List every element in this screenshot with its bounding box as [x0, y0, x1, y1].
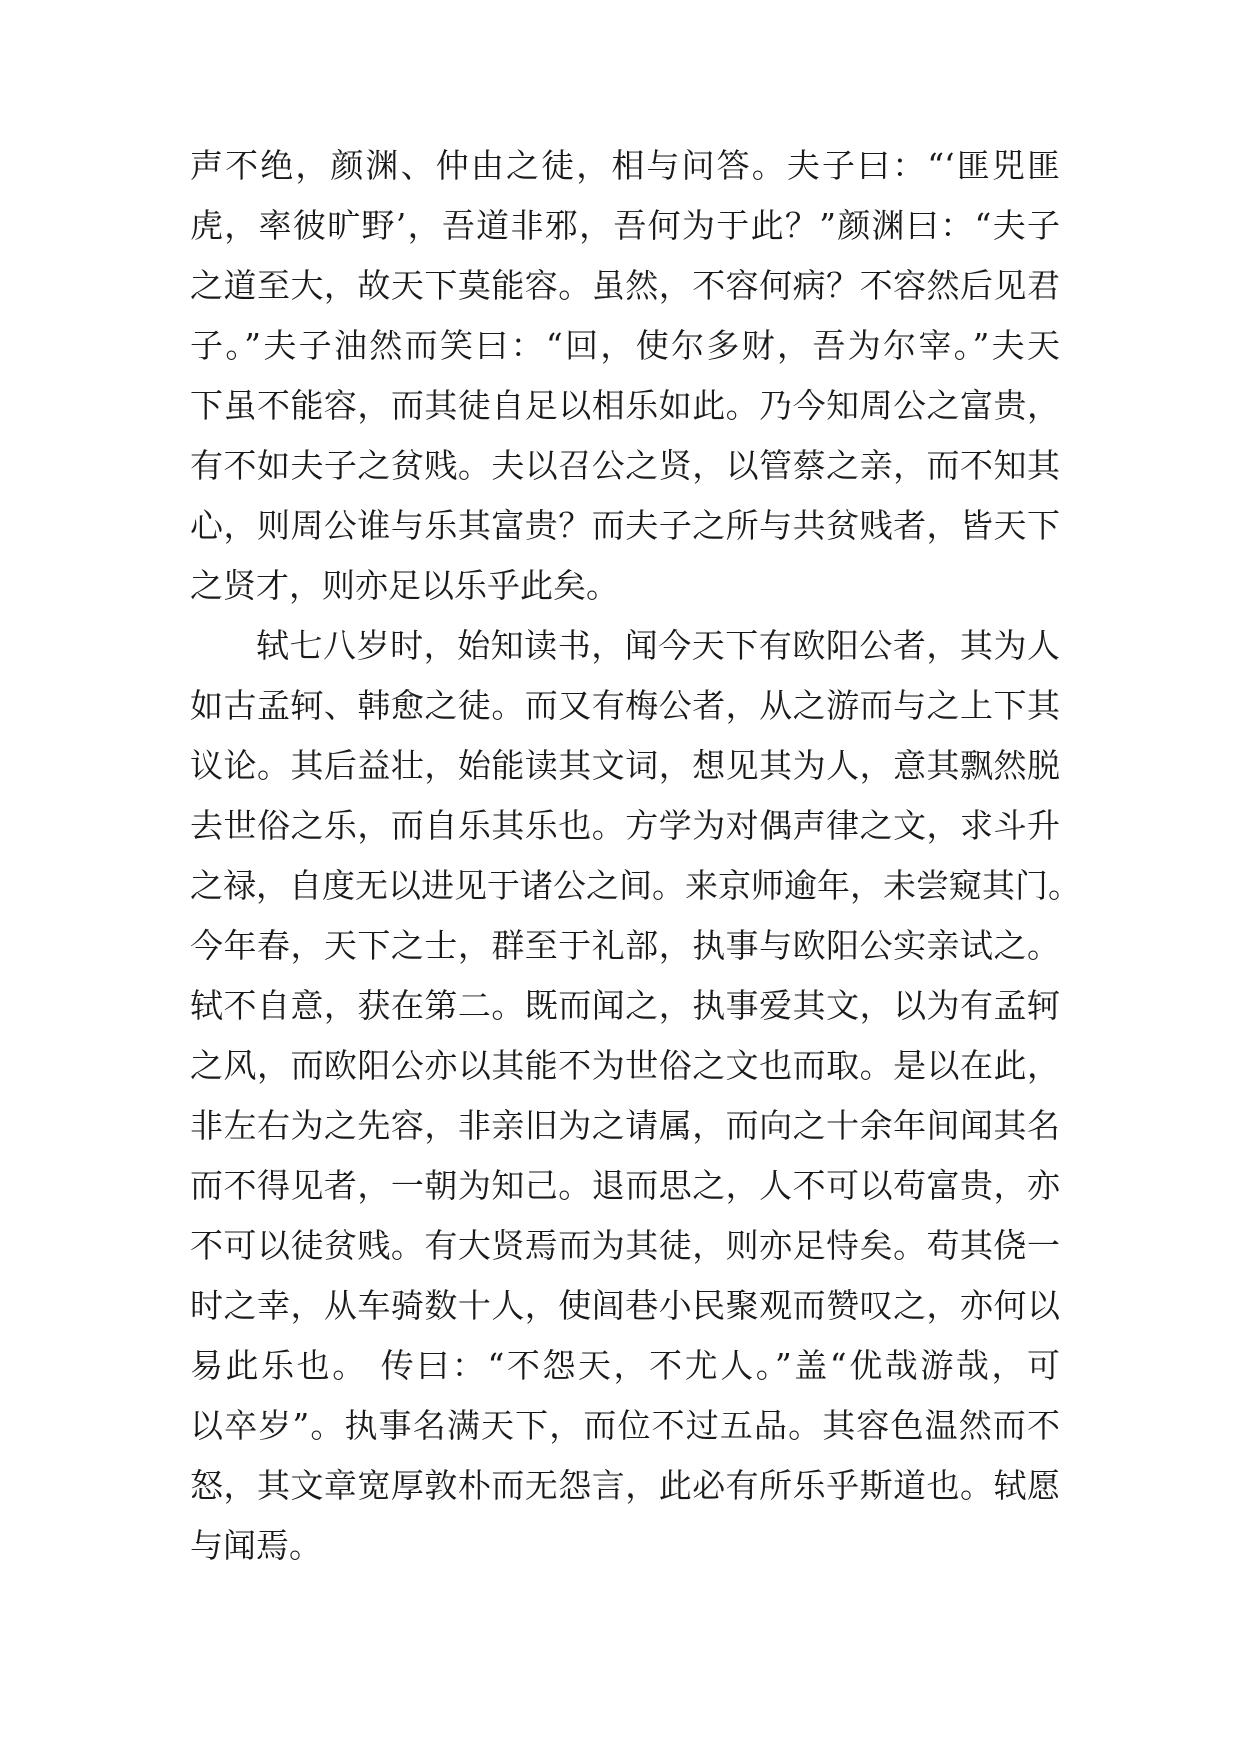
text-line: 以卒岁”。执事名满天下，而位不过五品。其容色温然而不: [190, 1406, 1060, 1445]
text-line: 时之幸，从车骑数十人，使闾巷小民聚观而赞叹之，亦何以: [190, 1286, 1060, 1325]
text-line: 轼七八岁时，始知读书，闻今天下有欧阳公者，其为人: [256, 626, 1060, 665]
text-line: 之贤才，则亦足以乐乎此矣。: [190, 566, 619, 605]
text-line: 下虽不能容，而其徒自足以相乐如此。乃今知周公之富贵，: [190, 386, 1060, 425]
text-line: 之禄，自度无以进见于诸公之间。来京师逾年，未尝窥其门。: [190, 866, 1081, 905]
text-line: 议论。其后益壮，始能读其文词，想见其为人，意其飘然脱: [190, 746, 1060, 785]
text-line: 怒，其文章宽厚敦朴而无怨言，此必有所乐乎斯道也。轼愿: [190, 1466, 1060, 1505]
text-line: 虎，率彼旷野’，吾道非邪，吾何为于此？”颜渊曰：“夫子: [190, 206, 1060, 245]
paragraph-1: [190, 136, 1060, 616]
text-line: 之风，而欧阳公亦以其能不为世俗之文也而取。是以在此，: [190, 1046, 1060, 1085]
text-line: 之道至大，故天下莫能容。虽然，不容何病？不容然后见君: [190, 266, 1060, 305]
text-line: 不可以徒贫贱。有大贤焉而为其徒，则亦足恃矣。苟其侥一: [190, 1226, 1060, 1265]
text-line: 今年春，天下之士，群至于礼部，执事与欧阳公实亲试之。: [190, 926, 1060, 965]
text-line: 易此乐也。 传曰：“不怨天，不尤人。”盖“优哉游哉，可: [190, 1346, 1060, 1385]
text-line: 与闻焉。: [190, 1526, 322, 1565]
text-line: 去世俗之乐，而自乐其乐也。方学为对偶声律之文，求斗升: [190, 806, 1060, 845]
text-line: 非左右为之先容，非亲旧为之请属，而向之十余年间闻其名: [190, 1106, 1060, 1145]
paragraph-2: [190, 616, 1081, 1576]
text-line: 声不绝，颜渊、仲由之徒，相与问答。夫子曰：“‘匪兕匪: [190, 146, 1060, 185]
text-line: 如古孟轲、韩愈之徒。而又有梅公者，从之游而与之上下其: [190, 686, 1060, 725]
text-line: 而不得见者，一朝为知己。退而思之，人不可以苟富贵，亦: [190, 1166, 1060, 1205]
text-line: 子。”夫子油然而笑曰：“回，使尔多财，吾为尔宰。”夫天: [190, 326, 1060, 365]
text-line: 轼不自意，获在第二。既而闻之，执事爱其文，以为有孟轲: [190, 986, 1060, 1025]
text-line: 心，则周公谁与乐其富贵？而夫子之所与共贫贱者，皆天下: [190, 506, 1060, 545]
text-line: 有不如夫子之贫贱。夫以召公之贤，以管蔡之亲，而不知其: [190, 446, 1060, 485]
